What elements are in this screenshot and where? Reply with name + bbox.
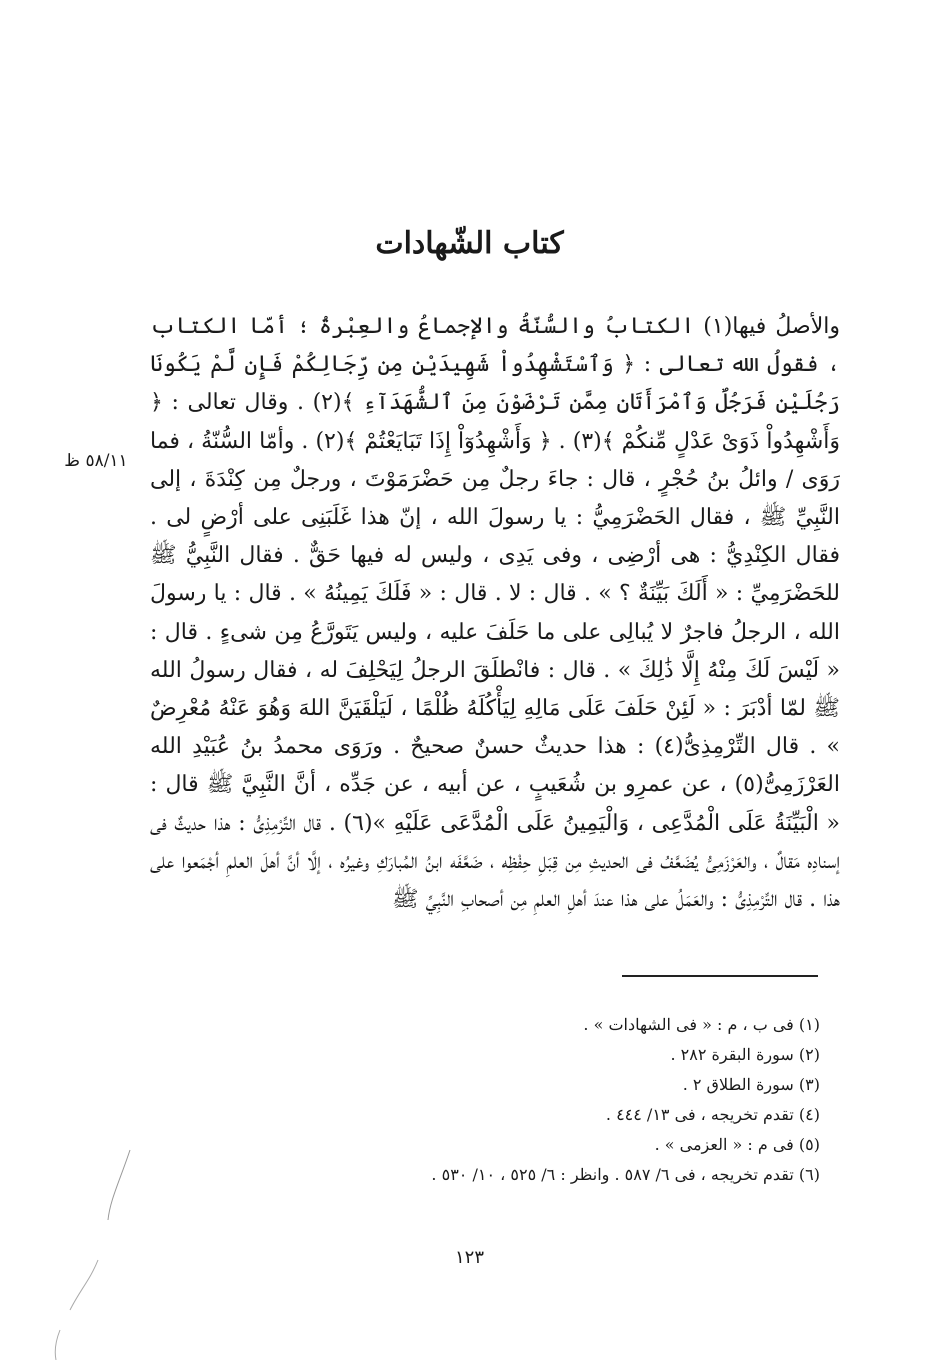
footnote-2: (٢) سورة البقرة ٢٨٢ . bbox=[670, 1045, 820, 1064]
main-text bbox=[150, 308, 840, 948]
footnotes bbox=[300, 1010, 820, 1190]
footnote-5: (٥) فى م : « العزمى » . bbox=[654, 1135, 820, 1154]
footnote-6: (٦) تقدم تخريجه ، فى ٦/ ٥٨٧ . وانظر : ٦/ ٥٢٥ ، ١٠/ ٥٣٠ . bbox=[431, 1165, 820, 1184]
chapter-title: كتاب الشّهادات bbox=[375, 226, 564, 261]
footnote-3: (٣) سورة الطلاق ٢ . bbox=[682, 1075, 820, 1094]
main-paragraph: والأصلُ فيها(١) الكتابُ والسُّنّةُ والإجماعُ والعِبْرةُ ؛ أمّا الكتاب ، فقولُ الله تعالى : ﴿ وَٱسْتَشْهِدُواْ شَهِيدَيْنِ مِن رِّجَالِكُمْ فَإِن لَّمْ يَكُونَا رَجُلَيْنِ فَرَجُلٌ وَٱمْرَأَتَانِ مِمَّن تَرْضَوْنَ مِنَ ٱلشُّهَدَآءِ ﴾(٢) . وقال تعالى : ﴿ وَأَشْهِدُواْ ذَوَىْ عَدْلٍ مِّنكُمْ ﴾(٣) . ﴿ وَأَشْهِدُوٓاْ إِذَا تَبَايَعْتُمْ ﴾(٢) . وأمّا السُّنّةُ ، فما رَوَى / وائلُ بنُ حُجْرٍ ، قال : جاءَ رجلٌ مِن حَضْرَمَوْتَ ، ورجلٌ مِن كِنْدَةَ ، إلى النَّبِيِّ ﷺ ، فقال الحَضْرَمِيُّ : يا رسولَ الله ، إنّ هذا غَلَبَنِى على أرْضٍ لى . فقال الكِنْدِيُّ : هى أرْضِى ، وفى يَدِى ، وليس له فيها حَقٌّ . فقال النَّبِيُّ ﷺ للحَضْرَمِيِّ : « أَلَكَ بَيِّنَةٌ ؟ » . قال : لا . قال : « فَلَكَ يَمِينُهُ » . قال : يا رسولَ الله ، الرجلُ فاجرٌ لا يُبالِى على ما حَلَفَ عليه ، وليس يَتَورَّعُ مِن شىءٍ . قال : « لَيْسَ لَكَ مِنْهُ إِلَّا ذَٰلِكَ » . قال : فانْطلَقَ الرجلُ لِيَحْلِفَ له ، فقال رسولُ الله ﷺ لمّا أدْبَرَ : « لَئِنْ حَلَفَ عَلَى مَالِهِ لِيَأْكُلَهُ ظُلْمًا ، لَيَلْقَيَنَّ اللهَ وَهُوَ عَنْهُ مُعْرِضٌ » . قال التِّرْمِذِىُّ(٤) : هذا حديثٌ حسنٌ صحيحٌ . ورَوَى محمدُ بنُ عُبَيْدِ الله العَرْزَمِىُّ(٥) ، عن عمرِو بن شُعَيبٍ ، عن أبيه ، عن جَدِّه ، أنَّ النَّبِيَّ ﷺ قال : « الْبَيِّنَةُ عَلَى الْمُدَّعِى ، وَالْيَمِينُ عَلَى الْمُدَّعَى عَلَيْهِ »(٦) . قال التِّرْمِذِىُّ : هذا حديثٌ فى إسنادِه مَقالٌ ، والعَرْزَمِىُّ يُضَعَّفُ فى الحديثِ مِن قِبَلِ حِفْظِه ، ضَعَّفَه ابنُ المُبارَكِ وغيرُه ، إلَّا أنَّ أهلَ العلمِ أجْمَعوا على هذا . قال التِّرْمِذِىُّ : والعَمَلُ على هذا عندَ أهلِ العلمِ مِن أصحابِ النَّبِيِّ ﷺ bbox=[150, 314, 840, 913]
footnote-divider bbox=[622, 975, 818, 977]
margin-folio-note: ٥٨/١١ ظ bbox=[64, 451, 128, 471]
footnote-1: (١) فى ب ، م : « فى الشهادات » . bbox=[583, 1015, 820, 1034]
page-number: ١٢٣ bbox=[454, 1247, 484, 1268]
footnote-4: (٤) تقدم تخريجه ، فى ١٣/ ٤٤٤ . bbox=[605, 1105, 820, 1124]
scan-artifact-marks bbox=[40, 1140, 150, 1360]
